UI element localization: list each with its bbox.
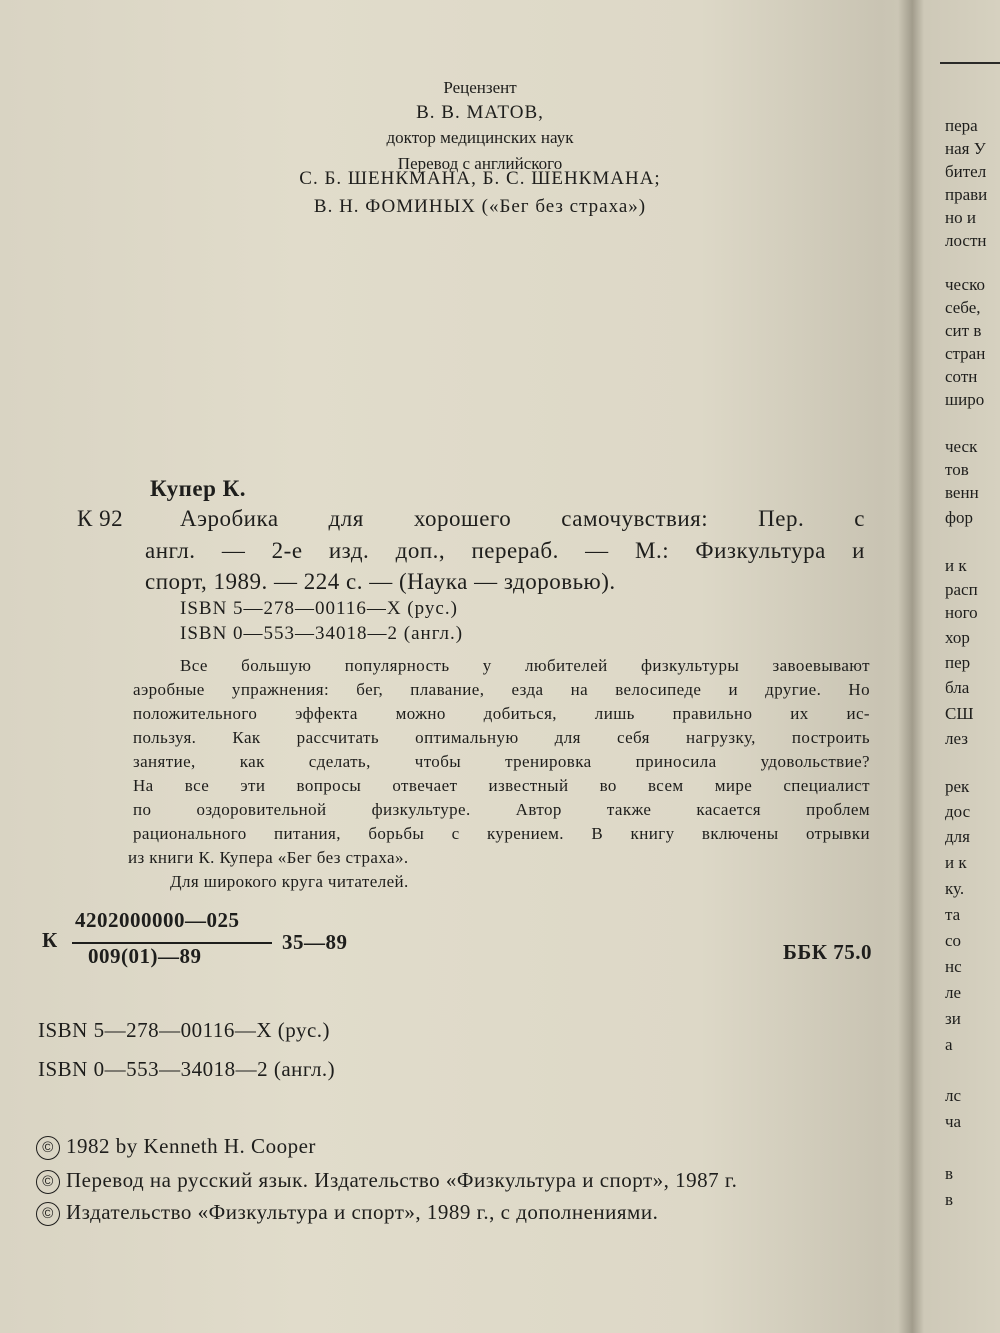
- next-page-fragment: широ: [945, 390, 985, 409]
- catalog-isbn-eng: ISBN 0—553—34018—2 (англ.): [180, 623, 464, 644]
- copyright-line: © Перевод на русский язык. Издательство «Физкультура и спорт», 1987 г.: [36, 1168, 737, 1194]
- next-page-fragment: для: [945, 827, 970, 846]
- bbk-code: ББК 75.0: [783, 940, 872, 964]
- annotation-line: положительного эффекта можно добиться, лишь правильно их ис-: [133, 704, 870, 723]
- book-gutter-shadow: [898, 0, 924, 1333]
- catalog-isbn-rus: ISBN 5—278—00116—Х (рус.): [180, 598, 458, 619]
- annotation-line: На все эти вопросы отвечает известный во всем мире специалист: [133, 776, 870, 795]
- next-page-fragment: хор: [945, 628, 970, 647]
- next-page-fragment: лс: [945, 1086, 962, 1105]
- annotation-line: Все большую популярность у любителей физкультуры завоевывают: [180, 656, 870, 675]
- next-page-fragment: прави: [945, 185, 988, 204]
- next-page-fragment: зи: [945, 1009, 961, 1028]
- next-page-fragment: и к: [945, 853, 967, 872]
- catalog-code: К 92: [77, 506, 124, 531]
- index-denominator: 009(01)—89: [88, 944, 202, 968]
- next-page-fragment: рек: [945, 777, 970, 796]
- annotation-line: из книги К. Купера «Бег без страха».: [128, 848, 409, 867]
- copyright-icon: ©: [36, 1202, 60, 1226]
- title-line-3: спорт, 1989. — 224 с. — (Наука — здоровью).: [145, 569, 616, 594]
- copyright-icon: ©: [36, 1170, 60, 1194]
- reviewer-name: В. В. МАТОВ,: [416, 102, 544, 123]
- annotation-line: занятие, как сделать, чтобы тренировка приносила удовольствие?: [133, 752, 870, 771]
- next-page-fragment: со: [945, 931, 962, 950]
- next-page-fragment: ле: [945, 983, 962, 1002]
- next-page-fragment: расп: [945, 580, 978, 599]
- annotation-line: аэробные упражнения: бег, плавание, езда на велосипеде и другие. Но: [133, 680, 870, 699]
- translation-label: Перевод с английского: [397, 154, 563, 173]
- copyright-icon: ©: [36, 1136, 60, 1160]
- next-page-fragment: в: [945, 1190, 954, 1209]
- next-page-fragment: в: [945, 1164, 954, 1183]
- audience-note: Для широкого круга читателей.: [170, 872, 409, 891]
- next-page-fragment: ческо: [945, 275, 985, 294]
- copyright-line: © 1982 by Kenneth H. Cooper: [36, 1134, 316, 1160]
- next-page-fragment: стран: [945, 344, 986, 363]
- translators-line-1: С. Б. ШЕНКМАНА, Б. С. ШЕНКМАНА;: [299, 168, 661, 189]
- next-page-fragment: фор: [945, 508, 974, 527]
- next-page-fragment: себе,: [945, 298, 981, 317]
- next-page-fragment: ная У: [945, 139, 986, 158]
- next-page-fragment: сит в: [945, 321, 982, 340]
- next-page-fragment: но и: [945, 208, 976, 227]
- next-page-fragment: бител: [945, 162, 987, 181]
- next-page-fragment: дос: [945, 802, 971, 821]
- next-page-fragment: пера: [945, 116, 978, 135]
- next-page-fragment: та: [945, 905, 961, 924]
- title-line-1: Аэробика для хорошего самочувствия: Пер. с: [180, 506, 865, 531]
- next-page-fragment: ку.: [945, 879, 965, 898]
- isbn-eng: ISBN 0—553—34018—2 (англ.): [38, 1057, 336, 1081]
- next-page-fragment: а: [945, 1035, 953, 1054]
- next-page-fragment: бла: [945, 678, 970, 697]
- isbn-rus: ISBN 5—278—00116—Х (рус.): [38, 1018, 331, 1042]
- index-suffix: 35—89: [282, 930, 348, 954]
- translators-line-2: В. Н. ФОМИНЫХ («Бег без страха»): [313, 196, 647, 217]
- next-page-fragment: венн: [945, 483, 979, 502]
- copyright-line: © Издательство «Физкультура и спорт», 1989 г., с дополнениями.: [36, 1200, 658, 1226]
- annotation-line: рационального питания, борьбы с курением. В книгу включены отрывки: [133, 824, 870, 843]
- next-page-rule: [940, 62, 1000, 64]
- reviewer-label: Рецензент: [443, 78, 517, 97]
- title-line-2: англ. — 2-е изд. доп., перераб. — М.: Физкультура и: [145, 538, 865, 563]
- annotation-line: пользуя. Как рассчитать оптимальную для себя нагрузку, построить: [133, 728, 870, 747]
- next-page-fragment: нс: [945, 957, 962, 976]
- next-page-fragment: сотн: [945, 367, 978, 386]
- next-page-fragment: тов: [945, 460, 969, 479]
- reviewer-degree: доктор медицинских наук: [386, 128, 574, 147]
- next-page-fragment: лез: [945, 729, 968, 748]
- author-heading: Купер К.: [150, 476, 247, 501]
- next-page-fragment: и к: [945, 556, 967, 575]
- next-page-fragment: СШ: [945, 704, 974, 723]
- annotation-line: по оздоровительной физкультуре. Автор также касается проблем: [133, 800, 870, 819]
- index-letter: К: [42, 928, 58, 952]
- next-page-fragment: ного: [945, 603, 978, 622]
- next-page-fragment: ческ: [945, 437, 978, 456]
- next-page-fragment: ча: [945, 1112, 962, 1131]
- index-numerator: 4202000000—025: [75, 908, 240, 932]
- next-page-fragment: пер: [945, 653, 971, 672]
- next-page-fragment: лостн: [945, 231, 987, 250]
